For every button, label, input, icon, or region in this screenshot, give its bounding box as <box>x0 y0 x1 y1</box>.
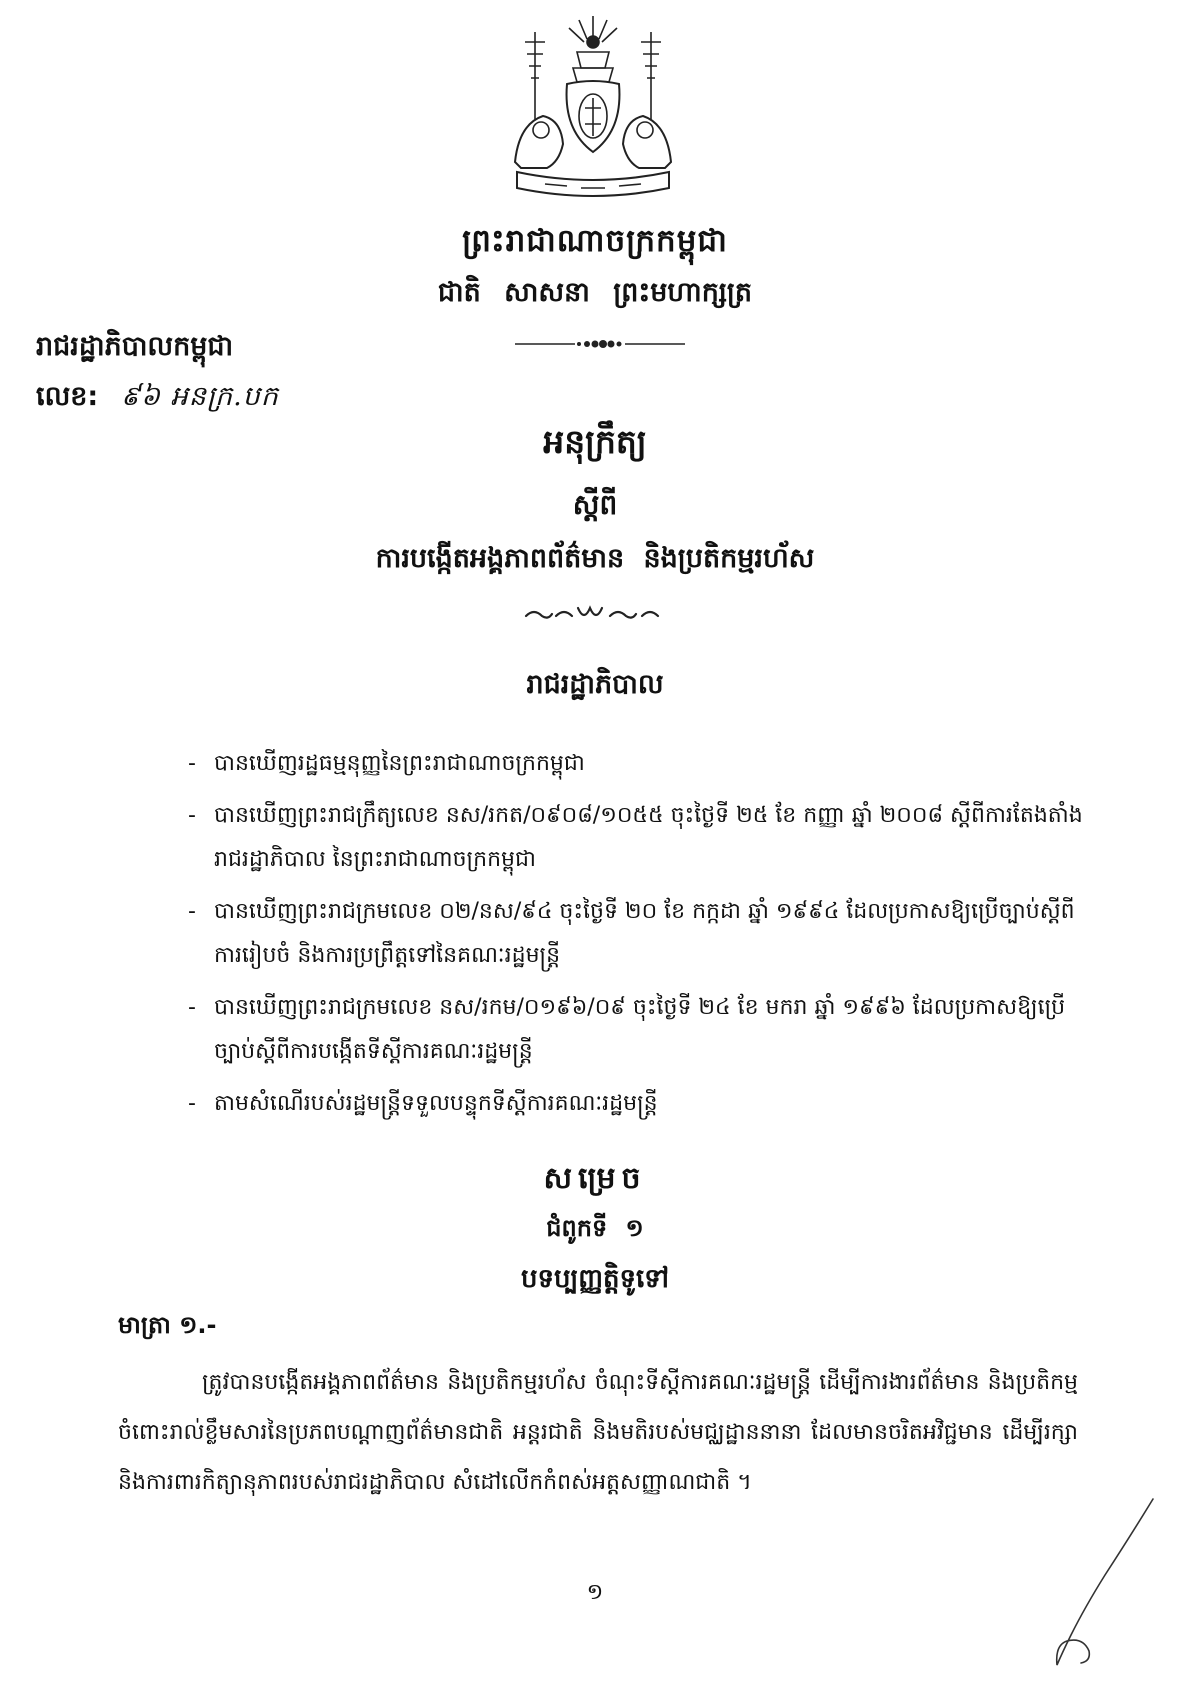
document-number <box>36 380 279 419</box>
document-subject: ការបង្កើតអង្គភាពព័ត៌មាន និងប្រតិកម្មរហ័ស <box>375 543 815 574</box>
number-label: លេខ: <box>36 381 99 412</box>
preamble-list <box>188 742 1088 1134</box>
article-body: ត្រូវបានបង្កើតអង្គភាពព័ត៌មាន និងប្រតិកម្មរហ័ស ចំណុះទីស្តីការគណៈរដ្ឋមន្ត្រី ដើម្បីការងារព័ត៌មាន និងប្រតិកម្មចំពោះរាល់ខ្លឹមសារនៃប្រភពបណ្តាញព័ត៌មានជាតិ អន្តរជាតិ និងមតិរបស់មជ្ឈដ្ឋាននានា ដែលមានចរិតអវិជ្ជមាន ដើម្បីរក្សា និងការពារកិត្យានុភាពរបស់រាជរដ្ឋាភិបាល សំដៅលើកកំពស់អត្តសញ្ញាណជាតិ ។ <box>118 1370 1078 1495</box>
preamble-item: - បានឃើញព្រះរាជក្រមលេខ នស/រកម/០១៩៦/០៩ ចុះថ្ងៃទី ២៤ ខែ មករា ឆ្នាំ ១៩៩៦ ដែលប្រកាសឱ្យប្រើច្បាប់ស្តីពីការបង្កើតទីស្តីការគណៈរដ្ឋមន្ត្រី <box>188 995 1066 1064</box>
preamble-item: - បានឃើញព្រះរាជក្រមលេខ ០២/នស/៩៤ ចុះថ្ងៃទី ២០ ខែ កក្កដា ឆ្នាំ ១៩៩៤ ដែលប្រកាសឱ្យប្រើច្បាប់ស្តីពីការរៀបចំ និងការប្រព្រឹត្តទៅនៃគណៈរដ្ឋមន្ត្រី <box>188 899 1075 968</box>
document-type: អនុក្រឹត្យ <box>543 422 647 461</box>
preamble-item-text: បានឃើញព្រះរាជក្រមលេខ នស/រកម/០១៩៦/០៩ ចុះថ្ងៃទី ២៤ ខែ មករា ឆ្នាំ ១៩៩៦ ដែលប្រកាសឱ្យប្រើច្បាប់ស្តីពីការបង្កើតទីស្តីការគណៈរដ្ឋមន្ត្រី <box>214 995 1066 1064</box>
concerning-label: ស្តីពី <box>572 488 618 521</box>
preamble-heading: រាជរដ្ឋាភិបាល <box>526 669 664 700</box>
preamble-item-text: តាមសំណើរបស់រដ្ឋមន្ត្រីទទួលបន្ទុកទីស្តីការគណៈរដ្ឋមន្ត្រី <box>214 1091 658 1116</box>
preamble-item: - បានឃើញរដ្ឋធម្មនុញ្ញនៃព្រះរាជាណាចក្រកម្ពុជា <box>188 751 585 776</box>
decision-heading: សម្រេច <box>543 1161 647 1196</box>
preamble-item: - តាមសំណើរបស់រដ្ឋមន្ត្រីទទួលបន្ទុកទីស្តីការគណៈរដ្ឋមន្ត្រី <box>188 1091 658 1116</box>
national-motto: ជាតិ សាសនា ព្រះមហាក្សត្រ <box>437 277 753 308</box>
ornamental-divider-icon <box>515 336 685 352</box>
preamble-item-text: បានឃើញព្រះរាជក្រមលេខ ០២/នស/៩៤ ចុះថ្ងៃទី ២០ ខែ កក្កដា ឆ្នាំ ១៩៩៤ ដែលប្រកាសឱ្យប្រើច្បាប់ស្តីពីការរៀបចំ និងការប្រព្រឹត្តទៅនៃគណៈរដ្ឋមន្ត្រី <box>214 899 1075 968</box>
article-number: មាត្រា ១.- <box>118 1311 217 1339</box>
page-number: ១ <box>586 1580 604 1605</box>
preamble-item-text: បានឃើញព្រះរាជក្រឹត្យលេខ នស/រកត/០៩០៨/១០៥៥ ចុះថ្ងៃទី ២៥ ខែ កញ្ញា ឆ្នាំ ២០០៨ ស្តីពីការតែងតាំងរាជរដ្ឋាភិបាល នៃព្រះរាជាណាចក្រកម្ពុជា <box>214 803 1083 872</box>
preamble-item-text: បានឃើញរដ្ឋធម្មនុញ្ញនៃព្រះរាជាណាចក្រកម្ពុជា <box>214 751 585 776</box>
issuing-government: រាជរដ្ឋាភិបាលកម្ពុជា <box>36 331 234 362</box>
handwritten-signature-icon <box>1045 1495 1160 1670</box>
royal-coat-of-arms-icon <box>505 12 681 208</box>
decorative-ornament-icon <box>520 602 665 626</box>
number-value: ៩៦ អនក្រ.បក <box>120 381 279 412</box>
kingdom-name: ព្រះរាជាណាចក្រកម្ពុជា <box>462 223 728 259</box>
chapter-title: បទប្បញ្ញត្តិទូទៅ <box>520 1264 670 1294</box>
chapter-number: ជំពូកទី ១ <box>546 1214 644 1242</box>
preamble-item: - បានឃើញព្រះរាជក្រឹត្យលេខ នស/រកត/០៩០៨/១០៥៥ ចុះថ្ងៃទី ២៥ ខែ កញ្ញា ឆ្នាំ ២០០៨ ស្តីពីការតែងតាំងរាជរដ្ឋាភិបាល នៃព្រះរាជាណាចក្រកម្ពុជា <box>188 803 1083 872</box>
